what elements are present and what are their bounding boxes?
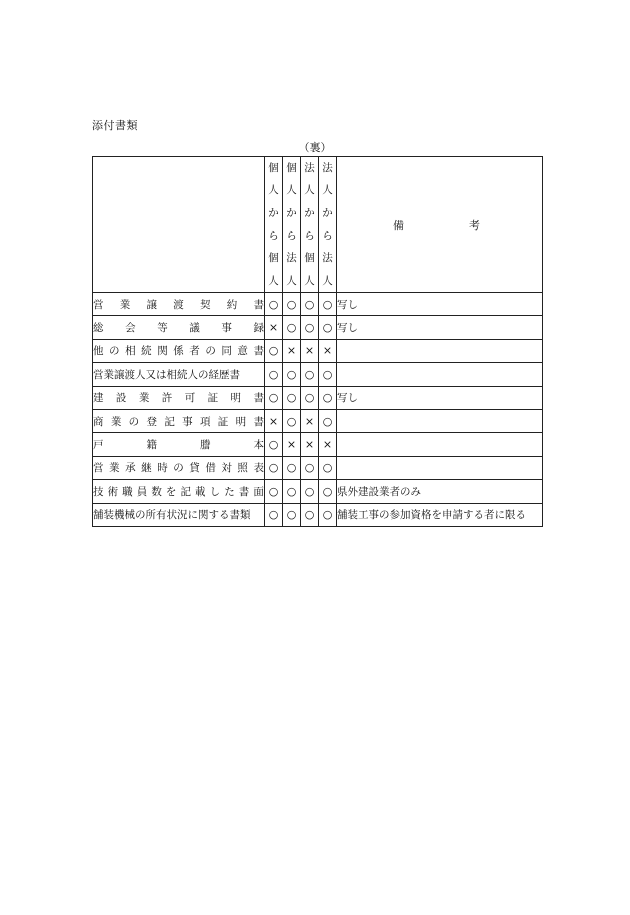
- requirement-mark: ○: [319, 409, 337, 432]
- document-name-header: [93, 157, 265, 293]
- table-row: [93, 316, 543, 339]
- remarks-cell: 舗装工事の参加資格を申請する者に限る: [337, 503, 543, 526]
- table-row: [93, 339, 543, 362]
- document-name-cell: [93, 363, 265, 386]
- document-name-cell: [93, 409, 265, 432]
- requirement-mark: ○: [265, 456, 283, 479]
- requirement-mark: ○: [265, 386, 283, 409]
- document-name: 営 業 承 継 時 の 貸 借 対 照 表: [93, 462, 264, 475]
- side-label: （裏）: [298, 141, 332, 154]
- requirement-mark: ○: [319, 480, 337, 503]
- table-row: [93, 293, 543, 316]
- attachments-table: [92, 156, 543, 527]
- document-name: 他 の 相 続 関 係 者 の 同 意 書: [93, 345, 264, 358]
- requirement-mark: ○: [283, 409, 301, 432]
- requirement-mark: ×: [265, 409, 283, 432]
- document-name: 舗装機械の所有状況に関する書類: [93, 509, 251, 522]
- remarks-header-char: 備: [393, 218, 404, 232]
- requirement-mark: ○: [301, 386, 319, 409]
- table-row: [93, 503, 543, 526]
- requirement-mark: ○: [265, 433, 283, 456]
- requirement-mark: ○: [319, 456, 337, 479]
- requirement-mark: ○: [301, 503, 319, 526]
- requirement-mark: ○: [283, 386, 301, 409]
- remarks-cell: [337, 409, 543, 432]
- requirement-mark: ×: [301, 433, 319, 456]
- document-name-cell: [93, 386, 265, 409]
- document-name: 営業譲渡人又は相続人の経歴書: [93, 368, 240, 381]
- requirement-mark: ○: [283, 316, 301, 339]
- remarks-cell: 写し: [337, 316, 543, 339]
- requirement-mark: ○: [265, 293, 283, 316]
- table-row: [93, 363, 543, 386]
- requirement-mark: ○: [283, 293, 301, 316]
- requirement-mark: ○: [301, 316, 319, 339]
- requirement-mark: ○: [301, 456, 319, 479]
- requirement-mark: ○: [301, 480, 319, 503]
- remarks-cell: [337, 456, 543, 479]
- requirement-mark: ×: [283, 339, 301, 362]
- document-name-cell: [93, 339, 265, 362]
- document-name-cell: [93, 480, 265, 503]
- requirement-mark: ○: [301, 363, 319, 386]
- requirement-mark: ○: [319, 386, 337, 409]
- requirement-mark: ○: [265, 339, 283, 362]
- requirement-mark: ×: [319, 339, 337, 362]
- remarks-cell: [337, 433, 543, 456]
- document-name-cell: [93, 316, 265, 339]
- remarks-cell: [337, 339, 543, 362]
- requirement-mark: ○: [265, 363, 283, 386]
- table-row: [93, 386, 543, 409]
- requirement-mark: ×: [319, 433, 337, 456]
- requirement-mark: ×: [265, 316, 283, 339]
- requirement-mark: ○: [283, 480, 301, 503]
- requirement-mark: ×: [301, 339, 319, 362]
- column-header-type: 個 人 か ら 個 人: [265, 157, 283, 293]
- remarks-cell: [337, 363, 543, 386]
- document-name: 技 術 職 員 数 を 記 載 し た 書 面: [93, 485, 264, 498]
- document-name: 戸 籍 謄 本: [93, 439, 264, 452]
- document-name: 建 設 業 許 可 証 明 書: [93, 392, 264, 405]
- document-name-cell: [93, 456, 265, 479]
- column-header-type: 個 人 か ら 法 人: [283, 157, 301, 293]
- remarks-cell: 写し: [337, 386, 543, 409]
- document-title: 添付書類: [92, 119, 138, 132]
- remarks-header-char: 考: [469, 218, 480, 232]
- requirement-mark: ○: [283, 363, 301, 386]
- requirement-mark: ○: [283, 503, 301, 526]
- requirement-mark: ○: [319, 316, 337, 339]
- requirement-mark: ○: [283, 456, 301, 479]
- document-name-cell: [93, 293, 265, 316]
- table-row: [93, 409, 543, 432]
- document-name: 総 会 等 議 事 録: [93, 322, 264, 335]
- table-row: [93, 456, 543, 479]
- requirement-mark: ○: [265, 503, 283, 526]
- table-header-row: [93, 157, 543, 293]
- table-row: [93, 433, 543, 456]
- table-row: [93, 480, 543, 503]
- requirement-mark: ○: [301, 293, 319, 316]
- document-name-cell: [93, 503, 265, 526]
- document-name: 営 業 譲 渡 契 約 書: [93, 298, 264, 311]
- document-name-cell: [93, 433, 265, 456]
- remarks-cell: 県外建設業者のみ: [337, 480, 543, 503]
- document-name: 商 業 の 登 記 事 項 証 明 書: [93, 415, 264, 428]
- column-header-type: 法 人 か ら 個 人: [301, 157, 319, 293]
- remarks-header: [337, 157, 543, 293]
- remarks-cell: 写し: [337, 293, 543, 316]
- requirement-mark: ×: [301, 409, 319, 432]
- column-header-type: 法 人 か ら 法 人: [319, 157, 337, 293]
- requirement-mark: ×: [283, 433, 301, 456]
- requirement-mark: ○: [265, 480, 283, 503]
- requirement-mark: ○: [319, 293, 337, 316]
- requirement-mark: ○: [319, 363, 337, 386]
- requirement-mark: ○: [319, 503, 337, 526]
